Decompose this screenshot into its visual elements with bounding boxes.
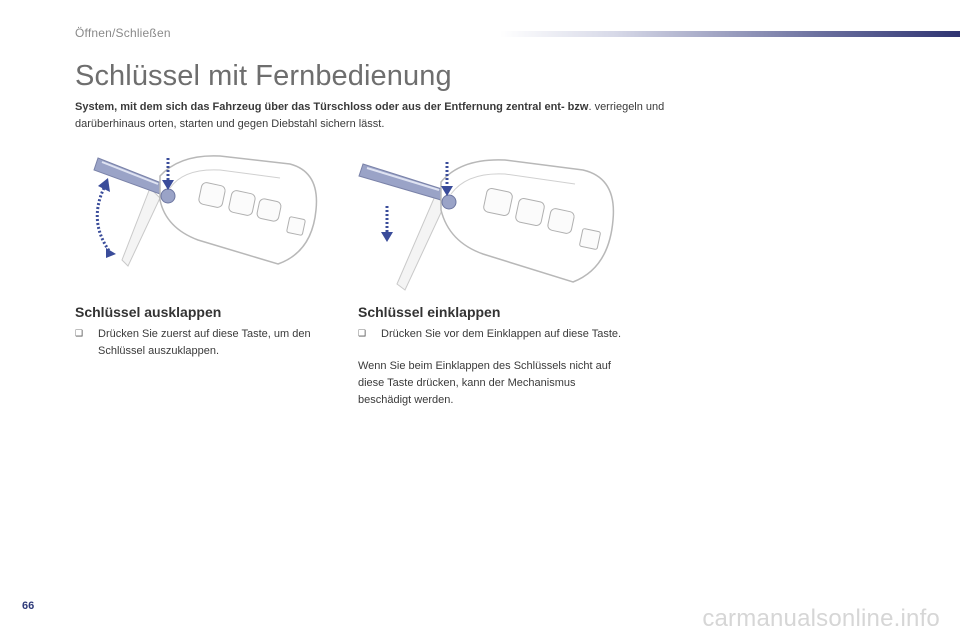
intro-bold: System, mit dem sich das Fahrzeug über das Türschloss oder aus der Entfernung zentral ent- bzw [75, 101, 589, 113]
key-unfold-illustration [80, 148, 330, 276]
header-section-title: Öffnen/Schließen [75, 26, 171, 40]
intro-rest: . verriegeln und darüberhinaus orten, starten und gegen Diebstahl sichern lässt. [75, 101, 665, 130]
section-title-unfold: Schlüssel ausklappen [75, 304, 222, 320]
fob-button-light [287, 217, 306, 236]
watermark-text: carmanualsonline.info [702, 605, 940, 632]
fob-button-unlock [547, 208, 575, 235]
fob-button-trunk [515, 198, 545, 227]
bullet-unfold [75, 326, 325, 366]
fold-warning-note: Wenn Sie beim Einklappen des Schlüssels nicht auf diese Taste drücken, kann der Mechanismus beschädigt werden. [358, 360, 611, 406]
section-title-fold: Schlüssel einklappen [358, 304, 501, 320]
bullet-text: Drücken Sie vor dem Einklappen auf diese Taste. [381, 328, 622, 340]
key-fold-illustration [355, 150, 625, 295]
header-gradient-bar [500, 31, 960, 37]
key-release-button [161, 189, 175, 203]
intro-text [75, 99, 695, 133]
page-title: Schlüssel mit Fernbedienung [75, 60, 452, 92]
fob-button-lock [483, 188, 513, 217]
page-number: 66 [22, 600, 35, 612]
fob-button-unlock [256, 198, 282, 222]
key-release-button [442, 195, 456, 209]
rotation-arrow [97, 188, 110, 252]
fob-button-lock [198, 182, 226, 209]
fob-button-light [579, 228, 600, 249]
key-blade-lower [397, 196, 445, 290]
checkbox-bullet-icon: ❑ [358, 329, 367, 339]
fob-button-trunk [228, 190, 256, 217]
key-blade-lower [122, 188, 160, 266]
checkbox-bullet-icon: ❑ [75, 329, 84, 339]
bullet-text: Drücken Sie zuerst auf diese Taste, um den Schlüssel auszuklappen. [98, 328, 311, 357]
